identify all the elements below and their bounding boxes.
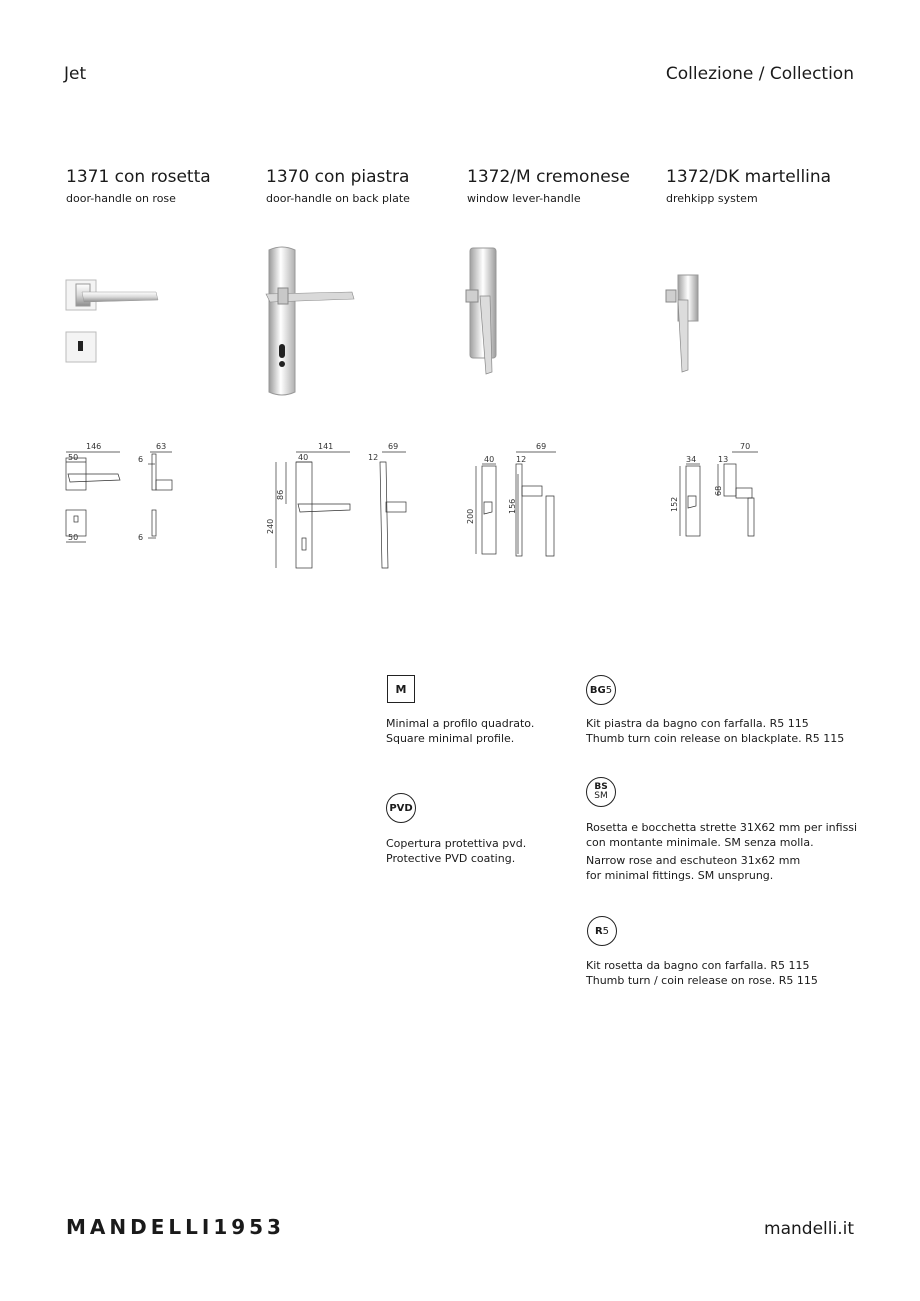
website-link[interactable]: mandelli.it xyxy=(764,1219,854,1239)
feature-minimal-it: Minimal a profilo quadrato. xyxy=(386,717,535,730)
dim-1371-c: 50 xyxy=(68,453,79,462)
bssm-icon-bottom: SM xyxy=(594,791,608,801)
feature-bssm-it-2: con montante minimale. SM senza molla. xyxy=(586,836,814,849)
technical-drawing-1372m xyxy=(462,440,572,565)
dim-1372dk-c: 13 xyxy=(718,455,729,464)
minimal-profile-icon: M xyxy=(387,675,415,703)
section-title: Collezione / Collection xyxy=(665,64,854,84)
bs-sm-rose-icon xyxy=(586,777,616,807)
dim-1371-f: 6 xyxy=(138,533,144,542)
feature-r5-it: Kit rosetta da bagno con farfalla. R5 115 xyxy=(586,959,810,972)
feature-r5 xyxy=(586,958,818,988)
feature-bssm-it-1: Rosetta e bocchetta strette 31X62 mm per infissi xyxy=(586,821,858,834)
feature-pvd xyxy=(386,836,526,866)
dim-1372dk-e: 152 xyxy=(670,496,679,512)
product-subtitle-1370: door-handle on back plate xyxy=(266,192,410,205)
dim-1370-e: 86 xyxy=(276,489,285,500)
technical-drawing-1372dk xyxy=(662,440,772,545)
product-title-1371: 1371 con rosetta xyxy=(66,167,211,187)
feature-r5-en: Thumb turn / coin release on rose. R5 115 xyxy=(586,974,818,987)
dim-1371-d: 6 xyxy=(138,455,144,464)
bg5-kit-icon xyxy=(586,675,616,705)
dim-1372m-c: 12 xyxy=(516,455,527,464)
feature-pvd-it: Copertura protettiva pvd. xyxy=(386,837,527,850)
dim-1372m-d: 200 xyxy=(466,508,475,524)
brand-logo: MANDELLI1953 xyxy=(66,1215,285,1239)
product-photo-1372m xyxy=(462,244,512,379)
r5-icon-bold: R xyxy=(594,925,603,937)
pvd-coating-icon: PVD xyxy=(386,793,416,823)
product-subtitle-1371: door-handle on rose xyxy=(66,192,176,205)
dim-1372m-a: 69 xyxy=(536,442,547,451)
dim-1372m-e: 156 xyxy=(508,498,517,514)
dim-1372dk-b: 34 xyxy=(686,455,697,464)
product-subtitle-1372m: window lever-handle xyxy=(467,192,581,205)
dim-1371-e: 50 xyxy=(68,533,79,542)
feature-bg5 xyxy=(586,716,844,746)
product-title-1372dk: 1372/DK martellina xyxy=(666,167,832,187)
product-title-1372m: 1372/M cremonese xyxy=(467,167,630,187)
feature-bssm xyxy=(586,820,857,883)
dim-1370-d: 12 xyxy=(368,453,379,462)
collection-name: Jet xyxy=(64,64,87,84)
technical-drawing-1371 xyxy=(60,440,180,550)
feature-bssm-en-1: Narrow rose and eschuteon 31x62 mm xyxy=(586,854,801,867)
dim-1372dk-d: 68 xyxy=(714,485,723,496)
bg5-icon-thin: 5 xyxy=(605,684,613,696)
technical-drawing-1370 xyxy=(262,440,422,575)
dim-1370-f: 240 xyxy=(266,518,275,534)
r5-kit-icon xyxy=(587,916,617,946)
product-subtitle-1372dk: drehkipp system xyxy=(666,192,758,205)
bssm-icon-top: BS xyxy=(594,782,608,792)
dim-1372m-b: 40 xyxy=(484,455,495,464)
dim-1370-b: 69 xyxy=(388,442,399,451)
product-title-1370: 1370 con piastra xyxy=(266,167,410,187)
product-photo-1371 xyxy=(62,270,172,370)
dim-1371-a: 146 xyxy=(86,442,102,451)
bg5-icon-bold: BG xyxy=(589,684,606,696)
dim-1372dk-a: 70 xyxy=(740,442,751,451)
product-photo-1370 xyxy=(262,244,362,399)
feature-minimal-en: Square minimal profile. xyxy=(386,732,515,745)
feature-bssm-en-2: for minimal fittings. SM unsprung. xyxy=(586,869,774,882)
r5-icon-thin: 5 xyxy=(602,925,610,937)
feature-bg5-en: Thumb turn coin release on blackplate. R5 115 xyxy=(586,732,845,745)
feature-minimal xyxy=(386,716,534,746)
dim-1370-a: 141 xyxy=(318,442,334,451)
dim-1370-c: 40 xyxy=(298,453,309,462)
feature-bg5-it: Kit piastra da bagno con farfalla. R5 115 xyxy=(586,717,809,730)
dim-1371-b: 63 xyxy=(156,442,167,451)
feature-pvd-en: Protective PVD coating. xyxy=(386,852,516,865)
product-photo-1372dk xyxy=(662,272,707,377)
